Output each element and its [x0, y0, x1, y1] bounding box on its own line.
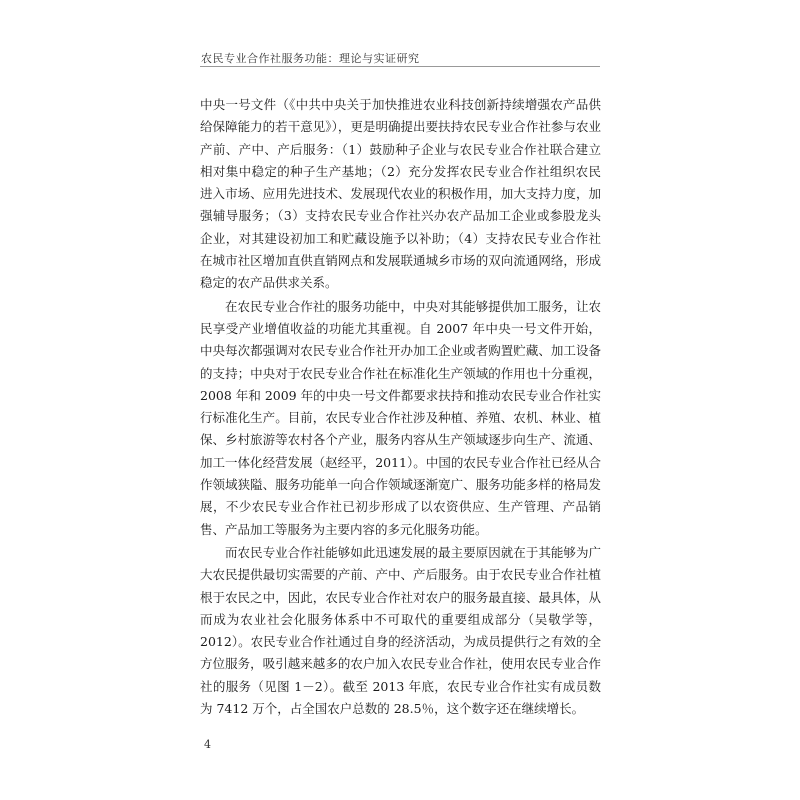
- header-divider: [200, 66, 600, 67]
- paragraph-continuation: 中央一号文件（《中共中央关于加快推进农业科技创新持续增强农产品供给保障能力的若干意见》），更是明确提出要扶持农民专业合作社参与农业产前、产中、产后服务：（1）鼓励种子企业与农民专业合作社联合建立相对集中稳定的种子生产基地；（2）充分发挥农民专业合作社组织农民进入市场、应用先进技术、发展现代农业的积极作用，加大支持力度，加强辅导服务；（3）支持农民专业合作社兴办农产品加工企业或参股龙头企业，对其建设初加工和贮藏设施予以补助；（4）支持农民专业合作社在城市社区增加直供直销网点和发展联通城乡市场的双向流通网络，形成稳定的农产品供求关系。: [200, 97, 601, 291]
- paragraph-rapid-development: 而农民专业合作社能够如此迅速发展的最主要原因就在于其能够为广大农民提供最切实需要的产前、产中、产后服务。由于农民专业合作社植根于农民之中，因此，农民专业合作社对农户的服务最直接、最具体，从而成为农业社会化服务体系中不可取代的重要组成部分（吴敬学等，2012）。农民专业合作社通过自身的经济活动，为成员提供行之有效的全方位服务，吸引越来越多的农户加入农民专业合作社，使用农民专业合作社的服务（见图 1－2）。截至 2013 年底，农民专业合作社实有成员数为 7412 万个，占全国农户总数的 28.5％，这个数字还在继续增长。: [200, 544, 601, 717]
- page-number: 4: [204, 738, 211, 751]
- running-header: 农民专业合作社服务功能：理论与实证研究: [201, 52, 420, 65]
- body-text: [200, 94, 601, 720]
- paragraph-service-functions: 在农民专业合作社的服务功能中，中央对其能够提供加工服务，让农民享受产业增值收益的功能尤其重视。自 2007 年中央一号文件开始，中央每次都强调对农民专业合作社开办加工企业或者购置贮藏、加工设备的支持；中央对于农民专业合作社在标准化生产领域的作用也十分重视，2008 年和 2009 年的中央一号文件都要求扶持和推动农民专业合作社实行标准化生产。目前，农民专业合作社涉及种植、养殖、农机、林业、植保、乡村旅游等农村各个产业，服务内容从生产领域逐步向生产、流通、加工一体化经营发展（赵经平，2011）。中国的农民专业合作社已经从合作领域狭隘、服务功能单一向合作领域逐渐宽广、服务功能多样的格局发展，不少农民专业合作社已初步形成了以农资供应、生产管理、产品销售、产品加工等服务为主要内容的多元化服务功能。: [200, 298, 601, 537]
